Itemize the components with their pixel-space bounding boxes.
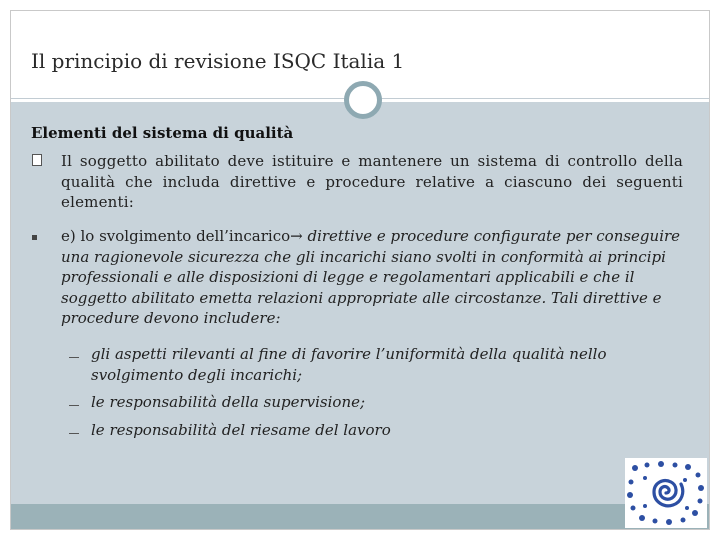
dash-bullet-icon: [69, 433, 79, 434]
sub-item: le responsabilità della supervisione;: [91, 393, 366, 411]
ring-icon: [344, 81, 382, 119]
arrow-icon: →: [290, 227, 303, 245]
dash-bullet-icon: [69, 405, 79, 406]
sub-item: gli aspetti rilevanti al fine di favorire l’uniformità della qualità nello svolgimento degli incarichi;: [91, 345, 607, 384]
footer-band: [11, 504, 709, 530]
checkbox-bullet-icon: [32, 154, 42, 166]
intro-paragraph: Il soggetto abilitato deve istituire e mantenere un sistema di controllo della qualità che includa direttive e procedure relative a ciascuno dei seguenti elementi:: [61, 152, 683, 211]
slide: [10, 10, 710, 530]
list-item: [61, 226, 681, 329]
square-bullet-icon: [32, 235, 37, 240]
item-text: direttive e procedure configurate per conseguire una ragionevole sicurezza che gli incarichi siano svolti in conformità ai principi professionali e alle disposizioni di legge e regolamentari applicabili e che il soggetto abilitato emetta relazioni appropriate alle circostanze. Tali direttive e procedure devono includere:: [61, 227, 681, 327]
section-heading: Elementi del sistema di qualità: [31, 124, 294, 142]
dash-bullet-icon: [69, 357, 79, 358]
item-lead: e) lo svolgimento dell’incarico: [61, 227, 291, 245]
sub-item: le responsabilità del riesame del lavoro: [91, 421, 391, 439]
slide-title: Il principio di revisione ISQC Italia 1: [31, 49, 405, 73]
spiral-logo-icon: [625, 458, 707, 528]
